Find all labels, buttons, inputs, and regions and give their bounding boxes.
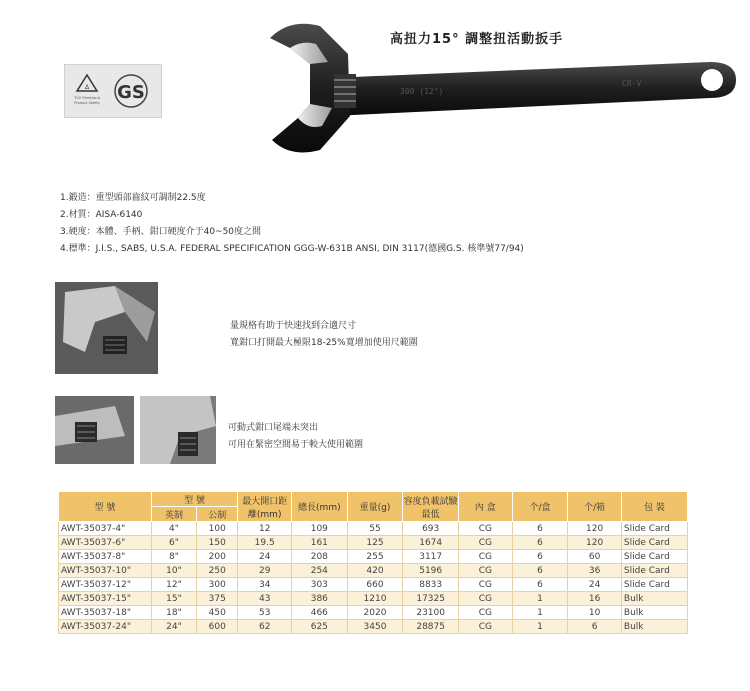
table-cell: 36 xyxy=(568,564,622,578)
table-cell: Slide Card xyxy=(621,550,687,564)
table-cell: 386 xyxy=(292,592,348,606)
table-cell: 625 xyxy=(292,620,348,634)
table-cell: 120 xyxy=(568,536,622,550)
table-cell: AWT-35037-15" xyxy=(59,592,152,606)
table-cell: 6 xyxy=(512,550,568,564)
table-cell: 1674 xyxy=(403,536,459,550)
col-packing: 包 裝 xyxy=(621,492,687,522)
spec-item: 1.鍛造：重型頭部齒紋可調制22.5度 xyxy=(60,193,206,203)
spec-item: 3.硬度：本體、手柄、鉗口硬度介于40~50度之間 xyxy=(60,227,262,237)
table-cell: AWT-35037-18" xyxy=(59,606,152,620)
table-row xyxy=(59,550,688,564)
col-inner-box: 內 盒 xyxy=(459,492,513,522)
table-cell: AWT-35037-12" xyxy=(59,578,152,592)
table-cell: 23100 xyxy=(403,606,459,620)
jaw-feature-photo-b xyxy=(140,396,216,464)
spec-table xyxy=(58,491,688,634)
table-cell: 250 xyxy=(197,564,238,578)
col-opening: 最大開口距離(mm) xyxy=(238,492,292,522)
table-row xyxy=(59,606,688,620)
col-size-mm: 公制 xyxy=(197,507,238,522)
table-row xyxy=(59,578,688,592)
table-row xyxy=(59,592,688,606)
table-cell: CG xyxy=(459,522,513,536)
table-cell: 6 xyxy=(512,578,568,592)
table-cell: 693 xyxy=(403,522,459,536)
table-cell: 254 xyxy=(292,564,348,578)
table-cell: 24 xyxy=(568,578,622,592)
page-title: 高扭力15° 調整扭活動扳手 xyxy=(390,32,564,47)
jaw-feature-text: 可動式鉗口尾端未突出 可用在緊密空間易于較大使用範圍 xyxy=(228,423,364,450)
table-cell: 125 xyxy=(347,536,403,550)
table-cell: 55 xyxy=(347,522,403,536)
table-cell: 6" xyxy=(151,536,196,550)
col-model: 型 號 xyxy=(59,492,152,522)
table-cell: 19.5 xyxy=(238,536,292,550)
table-cell: 1 xyxy=(512,592,568,606)
table-cell: 1 xyxy=(512,606,568,620)
table-cell: 600 xyxy=(197,620,238,634)
svg-text:Product Safety: Product Safety xyxy=(74,101,100,105)
table-cell: 28875 xyxy=(403,620,459,634)
table-cell: 4" xyxy=(151,522,196,536)
wrench-steel-mark: CR-V xyxy=(622,79,642,88)
table-cell: Slide Card xyxy=(621,564,687,578)
col-size-inch: 英制 xyxy=(151,507,196,522)
col-torque: 容度負載試驗最低 xyxy=(403,492,459,522)
table-cell: 5196 xyxy=(403,564,459,578)
table-cell: CG xyxy=(459,606,513,620)
table-cell: AWT-35037-8" xyxy=(59,550,152,564)
table-cell: 3450 xyxy=(347,620,403,634)
table-cell: CG xyxy=(459,550,513,564)
wrench-image xyxy=(250,18,740,158)
table-row xyxy=(59,522,688,536)
gs-mark: GS xyxy=(117,82,145,103)
table-cell: AWT-35037-6" xyxy=(59,536,152,550)
table-cell: 255 xyxy=(347,550,403,564)
table-cell: 53 xyxy=(238,606,292,620)
tuv-gs-logo-icon xyxy=(65,65,161,117)
table-cell: 15" xyxy=(151,592,196,606)
table-cell: 62 xyxy=(238,620,292,634)
table-cell: CG xyxy=(459,564,513,578)
table-cell: 8" xyxy=(151,550,196,564)
table-cell: Bulk xyxy=(621,606,687,620)
table-cell: 3117 xyxy=(403,550,459,564)
table-cell: 16 xyxy=(568,592,622,606)
table-row xyxy=(59,536,688,550)
table-cell: 208 xyxy=(292,550,348,564)
spec-item: 4.標準：J.I.S., SABS, U.S.A. FEDERAL SPECIFICATION GGG-W-631B ANSI, DIN 3117(德國G.S. 核準號77/94) xyxy=(60,244,524,254)
table-cell: 60 xyxy=(568,550,622,564)
table-cell: 34 xyxy=(238,578,292,592)
col-per-carton: 个/箱 xyxy=(568,492,622,522)
spec-list xyxy=(60,190,524,258)
svg-text:TÜV Rheinland: TÜV Rheinland xyxy=(74,96,100,100)
table-cell: 420 xyxy=(347,564,403,578)
table-cell: CG xyxy=(459,620,513,634)
table-cell: AWT-35037-24" xyxy=(59,620,152,634)
table-cell: 450 xyxy=(197,606,238,620)
col-size: 型 號 xyxy=(151,492,238,507)
table-cell: AWT-35037-4" xyxy=(59,522,152,536)
table-cell: CG xyxy=(459,536,513,550)
table-cell: 18" xyxy=(151,606,196,620)
table-cell: 300 xyxy=(197,578,238,592)
table-cell: 466 xyxy=(292,606,348,620)
table-cell: CG xyxy=(459,578,513,592)
table-cell: 29 xyxy=(238,564,292,578)
table-cell: 100 xyxy=(197,522,238,536)
table-cell: 200 xyxy=(197,550,238,564)
table-cell: 43 xyxy=(238,592,292,606)
table-cell: 10" xyxy=(151,564,196,578)
table-cell: 375 xyxy=(197,592,238,606)
table-cell: 303 xyxy=(292,578,348,592)
table-cell: 2020 xyxy=(347,606,403,620)
table-cell: 12" xyxy=(151,578,196,592)
table-cell: Slide Card xyxy=(621,522,687,536)
table-cell: AWT-35037-10" xyxy=(59,564,152,578)
table-cell: Bulk xyxy=(621,620,687,634)
table-row xyxy=(59,620,688,634)
table-cell: 8833 xyxy=(403,578,459,592)
scale-feature-text: 量規格有助于快速找到合適尺寸 寬鉗口打開最大極限18-25%寬增加使用尺範圍 xyxy=(230,321,418,348)
table-cell: Slide Card xyxy=(621,536,687,550)
table-cell: 24 xyxy=(238,550,292,564)
col-length: 總長(mm) xyxy=(292,492,348,522)
table-cell: CG xyxy=(459,592,513,606)
table-cell: 17325 xyxy=(403,592,459,606)
table-cell: 10 xyxy=(568,606,622,620)
table-cell: 660 xyxy=(347,578,403,592)
table-cell: 6 xyxy=(512,522,568,536)
table-cell: 109 xyxy=(292,522,348,536)
col-per-box: 个/盒 xyxy=(512,492,568,522)
table-cell: 6 xyxy=(512,536,568,550)
table-cell: 6 xyxy=(512,564,568,578)
table-row xyxy=(59,564,688,578)
certification-logos xyxy=(64,64,162,118)
spec-item: 2.材質：AISA-6140 xyxy=(60,210,143,220)
scale-feature-photo xyxy=(55,282,158,374)
wrench-size-mark: 300 (12") xyxy=(400,87,444,96)
table-cell: 161 xyxy=(292,536,348,550)
table-cell: 24" xyxy=(151,620,196,634)
table-cell: 6 xyxy=(568,620,622,634)
svg-text:Δ: Δ xyxy=(84,84,90,91)
table-cell: 120 xyxy=(568,522,622,536)
table-cell: Slide Card xyxy=(621,578,687,592)
table-cell: 12 xyxy=(238,522,292,536)
jaw-feature-photo-a xyxy=(55,396,134,464)
col-weight: 重量(g) xyxy=(347,492,403,522)
table-cell: 1210 xyxy=(347,592,403,606)
table-cell: Bulk xyxy=(621,592,687,606)
table-cell: 1 xyxy=(512,620,568,634)
table-cell: 150 xyxy=(197,536,238,550)
